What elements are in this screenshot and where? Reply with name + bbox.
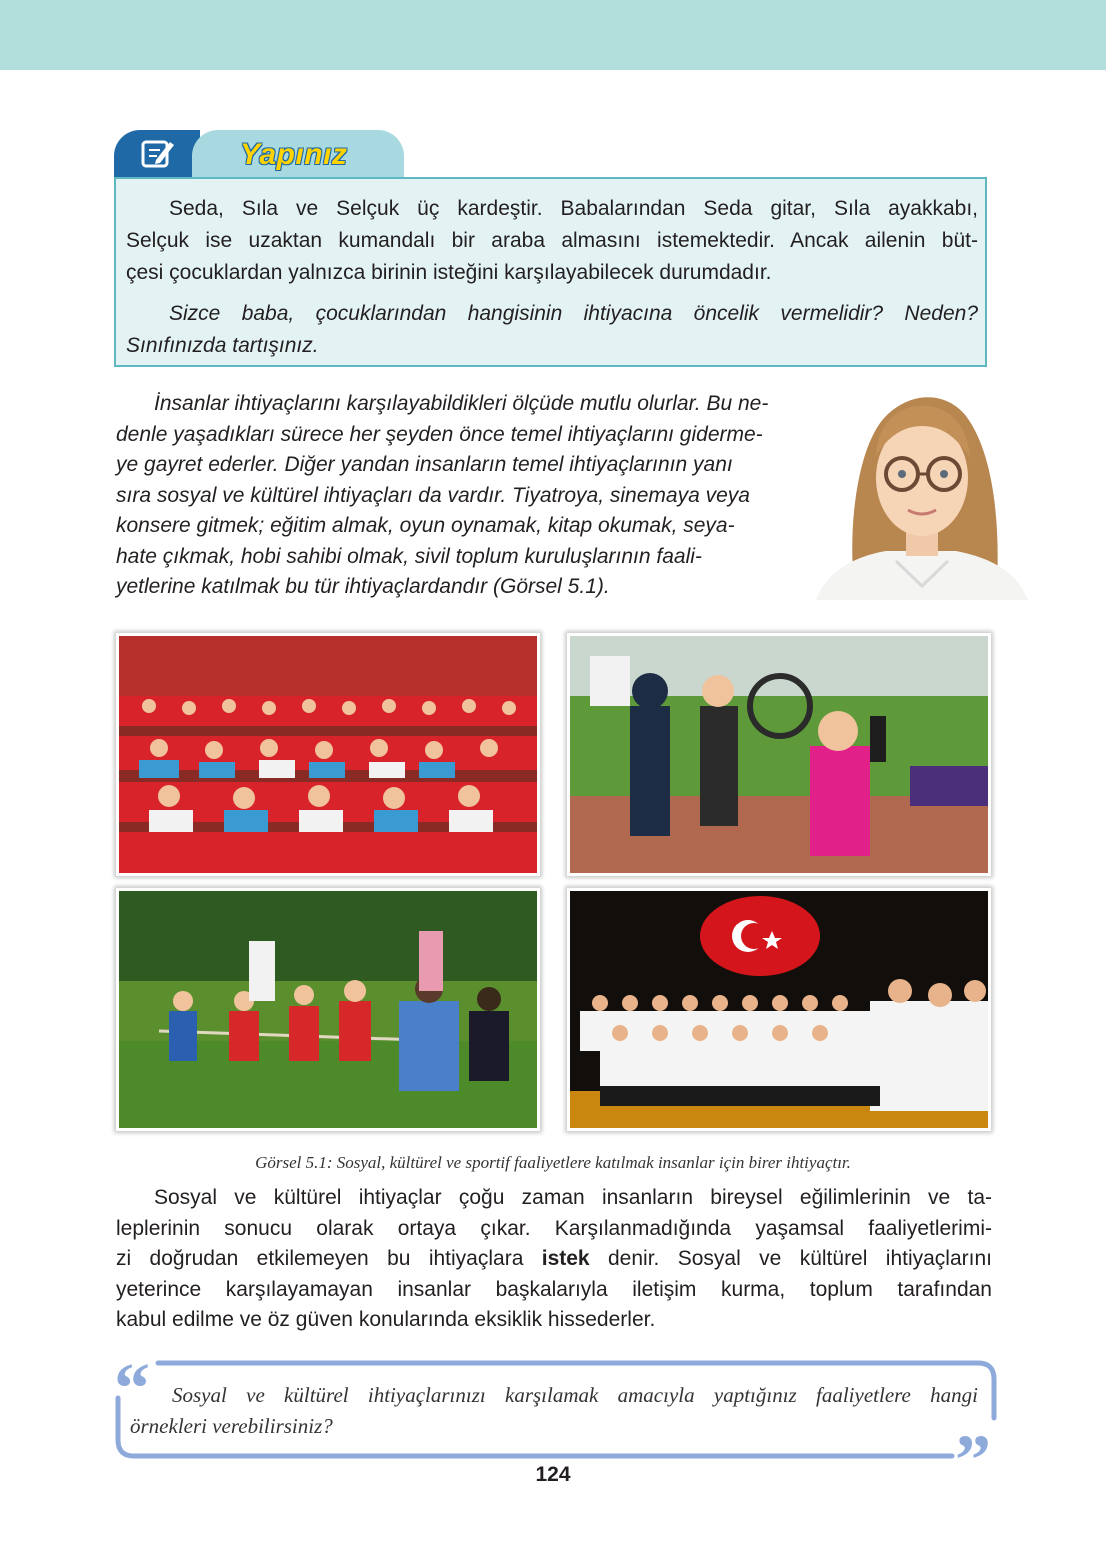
body-line-part: denir. Sosyal ve kültürel ihtiyaçlarını	[589, 1247, 992, 1270]
close-quote-icon: ”	[955, 1420, 991, 1500]
intro-paragraph	[116, 389, 856, 603]
intro-line: hate çıkmak, hobi sahibi olmak, sivil toplum kuruluşlarının faali-	[116, 544, 702, 568]
intro-line: yetlerine katılmak bu tür ihtiyaçlardandır (Görsel 5.1).	[116, 575, 610, 598]
open-quote-icon: “	[114, 1348, 150, 1428]
notepad-pencil-icon	[140, 136, 176, 170]
activity-title-tab	[192, 130, 404, 178]
intro-line: denle yaşadıkları sürece her şeyden önce temel ihtiyaçlarını giderme-	[116, 422, 763, 446]
body-line: yeterince karşılayamayan insanlar başkalarıyla iletişim kurma, toplum tarafından	[116, 1277, 992, 1301]
body-line	[116, 1244, 992, 1275]
quote-line: örnekleri verebilirsiniz?	[130, 1414, 333, 1438]
figure-caption: Görsel 5.1: Sosyal, kültürel ve sportif faaliyetlere katılmak insanlar için birer ihtiyaçtır.	[255, 1153, 851, 1172]
quote-question	[130, 1380, 978, 1442]
intro-line: ye gayret ederler. Diğer yandan insanların temel ihtiyaçlarının yanı	[116, 453, 733, 476]
body-line: kabul edilme ve öz güven konularında eksiklik hissederler.	[116, 1308, 656, 1331]
tug-of-war-photo	[116, 888, 540, 1131]
activity-line: çesi çocuklardan yalnızca birinin isteğini karşılayabilecek durumdadır.	[126, 261, 772, 284]
activity-box	[114, 177, 987, 367]
children-taking-photos-photo	[567, 633, 991, 876]
istek-term: istek	[541, 1247, 590, 1270]
body-paragraph	[116, 1183, 992, 1336]
quote-line: Sosyal ve kültürel ihtiyaçlarınızı karşılamak amacıyla yaptığınız faaliyetlere hangi	[172, 1383, 978, 1407]
girl-with-glasses-image	[816, 386, 1028, 600]
activity-title: Yapınız	[240, 138, 348, 171]
children-choir-photo	[567, 888, 991, 1131]
activity-question	[126, 298, 978, 362]
intro-line: konsere gitmek; eğitim almak, oyun oynamak, kitap okumak, seya-	[116, 514, 735, 537]
body-line: Sosyal ve kültürel ihtiyaçlar çoğu zaman insanların bireysel eğilimlerinin ve ta-	[154, 1186, 992, 1209]
activity-icon-tab	[114, 130, 200, 178]
auditorium-children-photo	[116, 633, 540, 876]
body-line: leplerinin sonucu olarak ortaya çıkar. Karşılanmadığında yaşamsal faaliyetlerimi-	[116, 1216, 992, 1240]
top-color-band	[0, 0, 1106, 70]
page-number: 124	[535, 1463, 571, 1486]
activity-line: Selçuk ise uzaktan kumandalı bir araba almasını istemektedir. Ancak ailenin büt-	[126, 229, 978, 252]
body-line-part: zi doğrudan etkilemeyen bu ihtiyaçlara	[116, 1247, 542, 1270]
intro-line: İnsanlar ihtiyaçlarını karşılayabildikleri ölçüde mutlu olurlar. Bu ne-	[154, 392, 769, 415]
activity-line: Seda, Sıla ve Selçuk üç kardeştir. Babalarından Seda gitar, Sıla ayakkabı,	[169, 197, 978, 220]
activity-line: Sınıfınızda tartışınız.	[126, 334, 319, 357]
intro-line: sıra sosyal ve kültürel ihtiyaçları da vardır. Tiyatroya, sinemaya veya	[116, 483, 750, 507]
activity-line: Sizce baba, çocuklarından hangisinin ihtiyacına öncelik vermelidir? Neden?	[169, 302, 978, 325]
activity-paragraph-1	[126, 193, 978, 289]
